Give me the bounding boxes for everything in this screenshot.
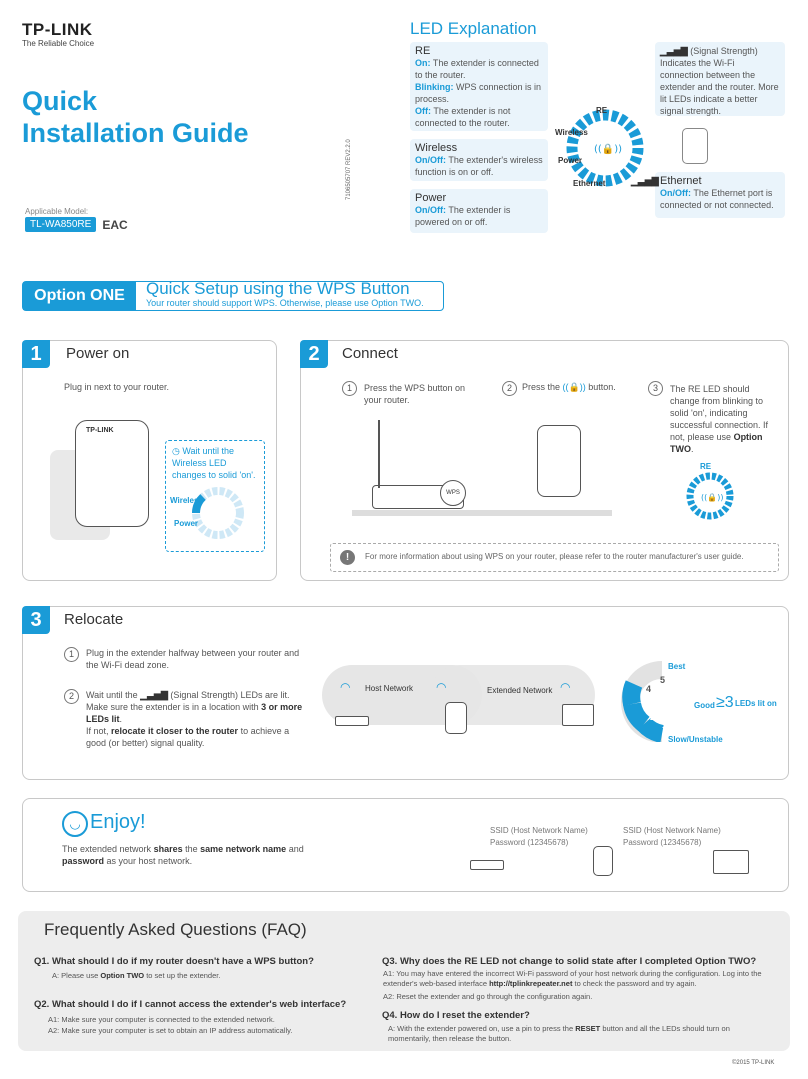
step3-b6: to achieve a good (or better) signal quality.: [86, 726, 290, 748]
faq-q3a1-link[interactable]: http://tplinkrepeater.net: [489, 979, 573, 988]
faq-q1: Q1. What should I do if my router doesn't have a WPS button?: [34, 956, 314, 967]
faq-q4a-pre: A: With the extender powered on, use a pin to press the: [388, 1024, 574, 1033]
signal-bars-icon: ▁▃▅▇: [140, 690, 168, 700]
password-ext-label: Password (12345678): [623, 838, 702, 847]
extended-network-label: Extended Network: [487, 686, 553, 695]
step2-b-pre: Press the: [522, 382, 561, 392]
router-small-illustration: [335, 716, 369, 726]
gauge-seg-1: 1: [662, 720, 668, 730]
faq-q2-a2: A2: Make sure your computer is set to obtain an IP address automatically.: [48, 1026, 293, 1035]
ring-label-power: Power: [558, 156, 583, 165]
faq-q1a-pre: A: Please use: [52, 971, 99, 980]
enjoy-t5: and: [288, 844, 304, 854]
step2-c-end: .: [691, 444, 694, 454]
wifi-icon-ext-right: ◠: [560, 680, 571, 694]
step3-b2: (Signal Strength) LEDs are lit. Make sure the extender is in a location with: [86, 690, 290, 712]
faq-q4-answer: [388, 1024, 773, 1044]
led-wireless-panel: [410, 139, 548, 181]
router-antenna: [378, 420, 380, 488]
wps-note-text: For more information about using WPS on your router, please refer to the router manufacturer's user guide.: [365, 552, 744, 561]
gauge-good-label: Good: [694, 701, 715, 710]
step2-a-text: Press the WPS button on your router.: [364, 383, 466, 405]
step1-wireless-label: Wireless: [170, 496, 203, 505]
led-power-key: On/Off:: [415, 205, 446, 215]
led-signal-panel: [655, 42, 785, 116]
page-title: [22, 85, 249, 149]
wps-note: [330, 543, 779, 572]
led-ethernet-title: Ethernet: [660, 175, 702, 187]
step3-a-num: 1: [64, 647, 79, 662]
step3-number: 3: [22, 606, 50, 634]
led-re-blink-value: WPS connection is in process.: [415, 82, 542, 104]
ring-label-re: RE: [596, 106, 608, 115]
wait-text: Wait until the Wireless LED changes to solid 'on'.: [172, 446, 256, 480]
faq-q1a-post: to set up the extender.: [146, 971, 221, 980]
led-re-on-key: On:: [415, 58, 431, 68]
enjoy-laptop-illustration: [713, 850, 749, 874]
laptop-illustration: [562, 704, 594, 726]
extender-small-illustration: [445, 702, 467, 734]
ring-label-ethernet: Ethernet: [573, 179, 606, 188]
enjoy-t6: password: [62, 856, 105, 866]
clock-icon: ◷: [172, 446, 180, 456]
step2-number: 2: [300, 340, 328, 368]
faq-q3-a2: A2: Reset the extender and go through the configuration again.: [383, 992, 593, 1001]
led-wireless-value: The extender's wireless function is on or off.: [415, 155, 543, 177]
title-line1: Quick: [22, 86, 98, 116]
faq-q3-a1: [383, 969, 775, 989]
model-block: [25, 207, 128, 232]
leds-lit-label: LEDs lit on: [735, 699, 777, 708]
svg-text:((🔒)): ((🔒)): [594, 144, 623, 155]
brand-name: TP-LINK: [22, 20, 93, 39]
enjoy-t2: shares: [153, 844, 183, 854]
step3-a-text: Plug in the extender halfway between your router and the Wi-Fi dead zone.: [86, 648, 300, 670]
faq-q3: Q3. Why does the RE LED not change to solid state after I completed Option TWO?: [382, 956, 757, 967]
leds-threshold: ≥3: [716, 694, 734, 711]
option-subtitle: Your router should support WPS. Otherwise, please use Option TWO.: [146, 298, 424, 308]
brand-logo: [22, 20, 94, 48]
step2-b-num: 2: [502, 381, 517, 396]
enjoy-title: Enjoy!: [90, 811, 146, 833]
wifi-icon-ext-left: ◠: [436, 680, 447, 694]
step3-b1: Wait until the: [86, 690, 138, 700]
option-title: Quick Setup using the WPS Button: [146, 279, 410, 298]
led-wireless-title: Wireless: [415, 142, 458, 154]
signal-gauge: [620, 660, 695, 742]
led-signal-value: Indicates the Wi-Fi connection between the extender and the router. More lit LEDs indicate a better signal strength.: [660, 58, 779, 116]
step3-b5: relocate it closer to the router: [111, 726, 239, 736]
step2-b-post: button.: [588, 382, 616, 392]
brand-tagline: The Reliable Choice: [22, 39, 95, 48]
extender-small-icon: [682, 128, 708, 164]
faq-q4: Q4. How do I reset the extender?: [382, 1010, 530, 1021]
step2-c-text: [670, 383, 774, 455]
step2-c-num: 3: [648, 381, 663, 396]
faq-q3a1-pre: A1: You may have entered the incorrect Wi-Fi password of your host network during the configuration. Log into the extender's web-based interface: [383, 969, 762, 988]
led-ethernet-panel: [655, 172, 785, 218]
eac-mark: EAC: [102, 217, 128, 232]
gauge-seg-3: 3: [643, 698, 649, 708]
host-network-label: Host Network: [365, 684, 414, 693]
faq-q1-answer: [52, 971, 220, 981]
step1-text: Plug in next to your router.: [64, 382, 170, 392]
led-re-off-value: The extender is not connected to the router.: [415, 106, 511, 128]
enjoy-text: [62, 843, 337, 867]
led-signal-title: (Signal Strength): [690, 46, 758, 56]
ssid-ext-label: SSID (Host Network Name): [623, 826, 721, 835]
led-re-off-key: Off:: [415, 106, 431, 116]
gauge-seg-5: 5: [660, 675, 666, 685]
led-re-panel: [410, 42, 548, 131]
step3-b-text: Wait until the ▁▃▅▇ (Signal Strength) LEDs are lit. Make sure the extender is in a location with 3 or more LEDs lit. If not, relocate it closer to the router to achieve a good (or better) signal quality.: [86, 690, 303, 748]
faq-q2-a1: A1: Make sure your computer is connected to the extended network.: [48, 1015, 275, 1024]
step3-b-num: 2: [64, 689, 79, 704]
copyright: ©2015 TP-LINK: [732, 1060, 775, 1066]
led-re-title: RE: [415, 45, 431, 57]
signal-strength-icon: ▁▃▅▇: [660, 46, 688, 56]
faq-q1a-bold: Option TWO: [100, 971, 145, 980]
model-label: Applicable Model:: [25, 207, 89, 216]
led-ethernet-value: The Ethernet port is connected or not connected.: [660, 188, 774, 210]
step2-b-text: [522, 382, 616, 393]
ssid-host-label: SSID (Host Network Name): [490, 826, 588, 835]
title-line2: Installation Guide: [22, 118, 249, 148]
led-power-value: The extender is powered on or off.: [415, 205, 511, 227]
extender-illustration: TP-LINK: [75, 420, 149, 527]
step3-b4: If not,: [86, 726, 109, 736]
enjoy-t7: as your host network.: [106, 856, 193, 866]
step3-title: Relocate: [64, 611, 124, 628]
wps-button-illustration: WPS: [440, 480, 466, 506]
step2-c-body: The RE LED should change from blinking to solid 'on', indicating successful connection. If not, please use: [670, 384, 769, 442]
svg-text:((🔒)): ((🔒)): [701, 493, 724, 502]
option-label: Option ONE: [23, 282, 136, 310]
step2-led-ring: [680, 468, 740, 524]
led-ethernet-key: On/Off:: [660, 188, 691, 198]
faq-q4a-post: button and all the LEDs should turn on momentarily, then release the button.: [388, 1024, 730, 1043]
wps-lock-icon: ((🔒)): [562, 382, 586, 392]
led-wireless-key: On/Off:: [415, 155, 446, 165]
extender-wps-illustration: [537, 425, 581, 497]
enjoy-t3: the: [185, 844, 198, 854]
enjoy-t1: The extended network: [62, 844, 152, 854]
ring-label-wireless: Wireless: [555, 128, 588, 137]
password-host-label: Password (12345678): [490, 838, 569, 847]
step1-number: 1: [22, 340, 50, 368]
step2-option-two: Option TWO: [670, 432, 763, 454]
gauge-seg-4: 4: [646, 684, 652, 694]
wifi-icon-router: ◠: [340, 680, 351, 694]
led-power-title: Power: [415, 192, 447, 204]
gauge-slow-label: Slow/Unstable: [668, 735, 723, 744]
ring-signal-icon: ▁▃▅▇: [631, 176, 659, 186]
faq-q3a1-post: to check the password and try again.: [574, 979, 697, 988]
led-heading: LED Explanation: [410, 19, 537, 38]
faq-title: Frequently Asked Questions (FAQ): [44, 920, 307, 939]
step3-b3: 3 or more LEDs lit: [86, 702, 303, 724]
step2-re-label: RE: [700, 462, 712, 471]
faq-q2: Q2. What should I do if I cannot access the extender's web interface?: [34, 999, 347, 1010]
step1-power-label: Power: [174, 519, 199, 528]
led-re-on-value: The extender is connected to the router.: [415, 58, 539, 80]
enjoy-router-illustration: [470, 860, 504, 870]
step1-title: Power on: [66, 345, 130, 362]
enjoy-t4: same network name: [200, 844, 287, 854]
gauge-best-label: Best: [668, 662, 686, 671]
gauge-seg-2: 2: [650, 712, 656, 722]
doc-code: 7106505707 REV2.2.0: [346, 139, 352, 200]
step2-title: Connect: [342, 345, 398, 362]
step2-a-num: 1: [342, 381, 357, 396]
shelf-illustration: [352, 510, 612, 516]
faq-q4a-bold: RESET: [575, 1024, 601, 1033]
led-re-blink-key: Blinking:: [415, 82, 454, 92]
step1-led-ring: [183, 485, 253, 541]
led-power-panel: [410, 189, 548, 233]
model-badge: TL-WA850RE: [25, 217, 96, 232]
smiley-icon: ◡: [62, 811, 88, 837]
info-icon: !: [340, 550, 355, 565]
enjoy-extender-illustration: [593, 846, 613, 876]
